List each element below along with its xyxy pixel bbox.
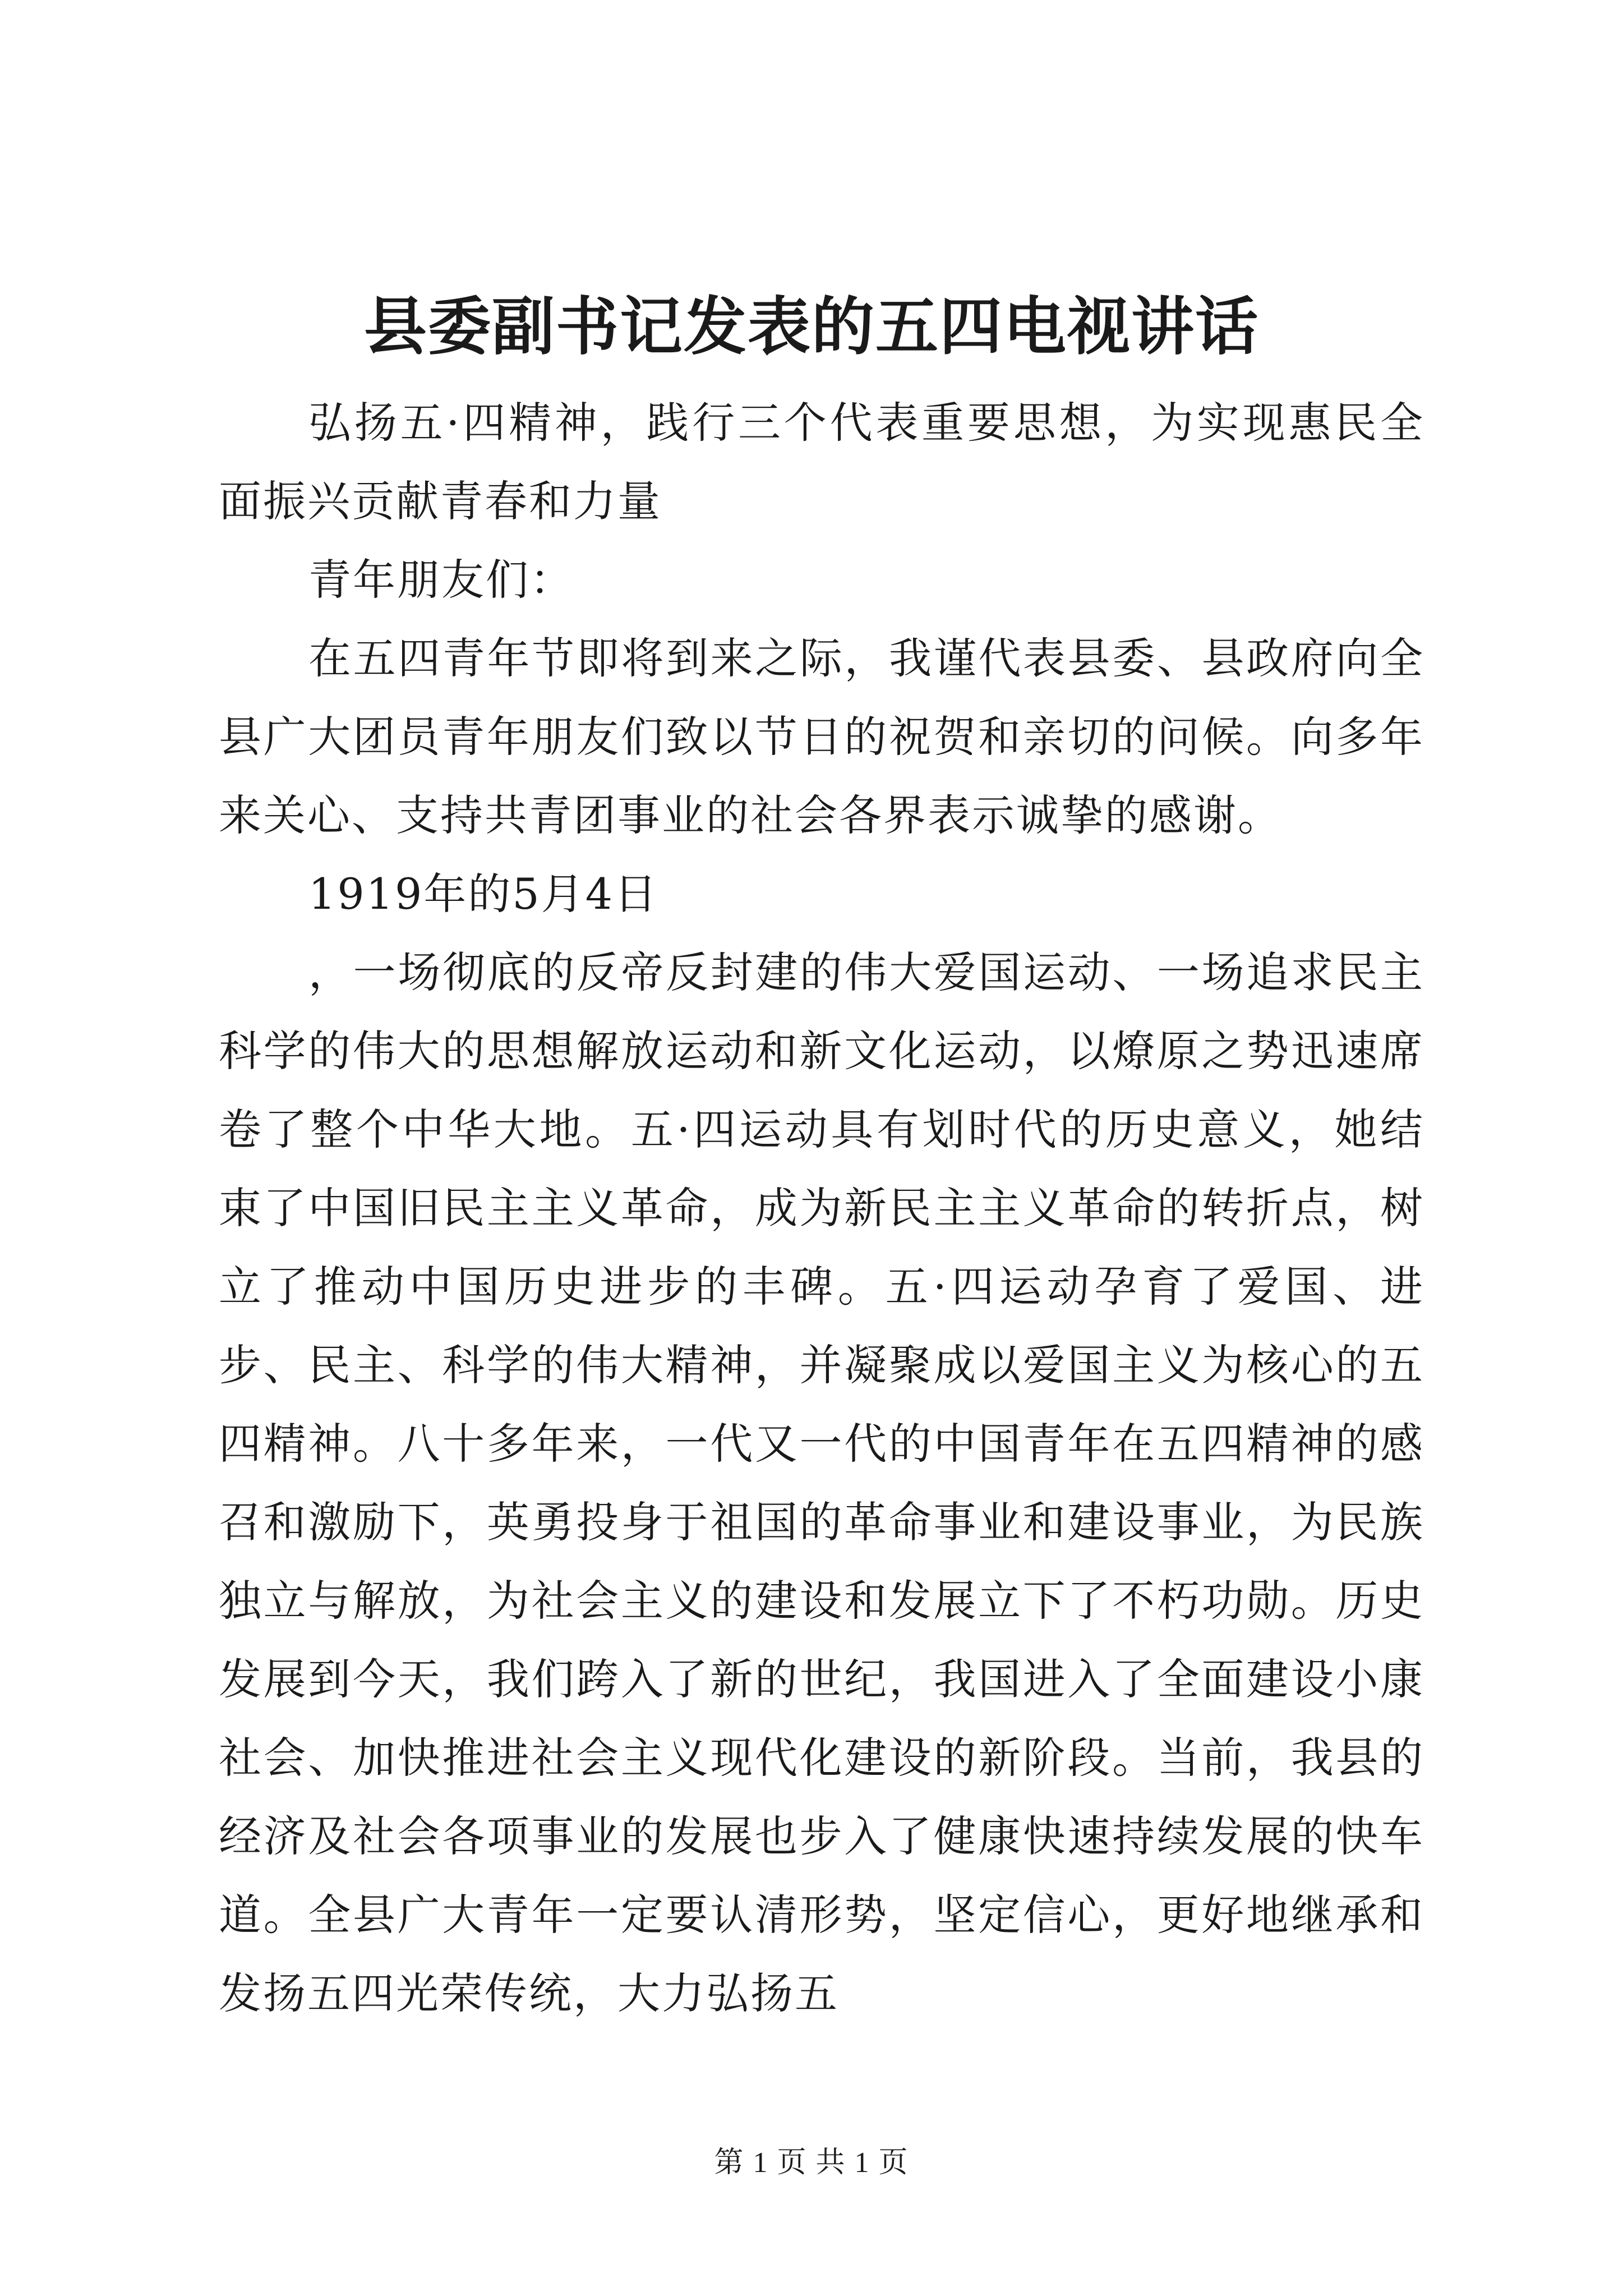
- paragraph-history: ，一场彻底的反帝反封建的伟大爱国运动、一场追求民主科学的伟大的思想解放运动和新文化运动，以燎原之势迅速席卷了整个中华大地。五·四运动具有划时代的历史意义，她结束了中国旧民主主义革命，成为新民主主义革命的转折点，树立了推动中国历史进步的丰碑。五·四运动孕育了爱国、进步、民主、科学的伟大精神，并凝聚成以爱国主义为核心的五四精神。八十多年来，一代又一代的中国青年在五四精神的感召和激励下，英勇投身于祖国的革命事业和建设事业，为民族独立与解放，为社会主义的建设和发展立下了不朽功勋。历史发展到今天，我们跨入了新的世纪，我国进入了全面建设小康社会、加快推进社会主义现代化建设的新阶段。当前，我县的经济及社会各项事业的发展也步入了健康快速持续发展的快车道。全县广大青年一定要认清形势，坚定信心，更好地继承和发扬五四光荣传统，大力弘扬五: [219, 947, 1424, 2018]
- paragraph-subtitle: 弘扬五·四精神，践行三个代表重要思想，为实现惠民全面振兴贡献青春和力量: [219, 398, 1424, 526]
- page-number: 第 1 页 共 1 页: [714, 2147, 909, 2179]
- paragraph-greeting: 在五四青年节即将到来之际，我谨代表县委、县政府向全县广大团员青年朋友们致以节日的祝贺和亲切的问候。向多年来关心、支持共青团事业的社会各界表示诚挚的感谢。: [219, 633, 1424, 840]
- document-title: 县委副书记发表的五四电视讲话: [364, 290, 1259, 364]
- paragraph-date: 1919年的5月4日: [308, 869, 659, 919]
- document-body: [219, 384, 1424, 2033]
- paragraph-salutation: 青年朋友们：: [308, 555, 574, 605]
